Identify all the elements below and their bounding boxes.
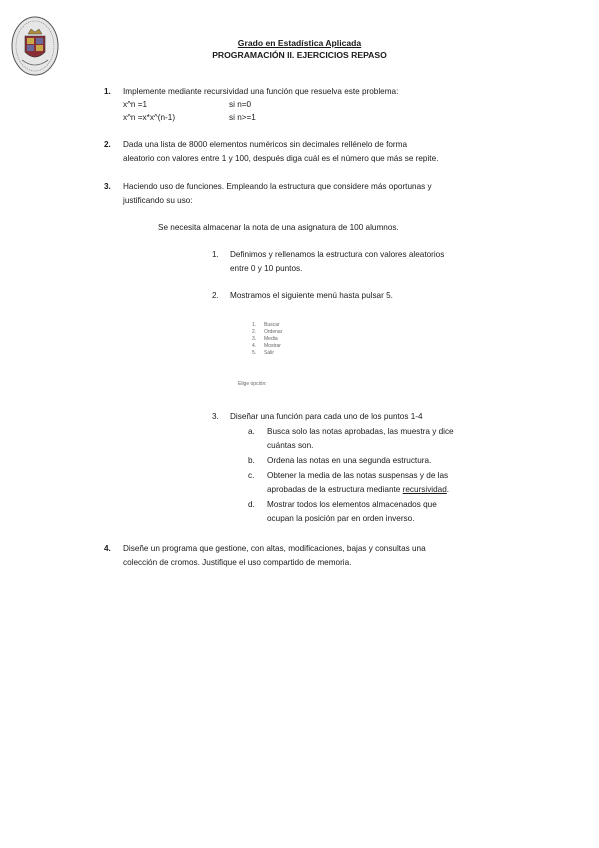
- sub-item-d-line-1: Mostrar todos los elementos almacenados que: [267, 500, 437, 509]
- menu-item: 5. Salir: [252, 350, 275, 356]
- sub-item-c-letter: c.: [248, 471, 255, 480]
- exercise-1-condition-1: si n=0: [229, 100, 252, 109]
- sub-item-d-letter: d.: [248, 500, 255, 509]
- sub-item-c-line-1: Obtener la media de las notas suspensas y de las: [267, 471, 449, 480]
- sub-item-a-line-1: Busca solo las notas aprobadas, las muestra y dice: [267, 427, 454, 436]
- sub-item-2-text: Mostramos el siguiente menú hasta pulsar 5.: [230, 291, 393, 300]
- exercise-4-line-2: colección de cromos. Justifique el uso compartido de memoria.: [123, 558, 352, 567]
- recursividad-underlined: recursividad: [402, 485, 447, 494]
- menu-item: 1. Buscar: [252, 322, 280, 328]
- exercise-4-number: 4.: [104, 544, 111, 553]
- exercise-1-text: Implemente mediante recursividad una función que resuelva este problema:: [123, 87, 399, 96]
- exercise-3-line-2: justificando su uso:: [123, 196, 193, 205]
- sub-item-1-number: 1.: [212, 250, 219, 259]
- sub-item-3-text: Diseñar una función para cada uno de los puntos 1-4: [230, 412, 423, 421]
- exercise-2-number: 2.: [104, 140, 111, 149]
- menu-item: 3. Media: [252, 336, 278, 342]
- sub-item-b-letter: b.: [248, 456, 255, 465]
- exercise-2-line-2: aleatorio con valores entre 1 y 100, después diga cuál es el número que más se repite.: [123, 154, 439, 163]
- exercise-3-line-1: Haciendo uso de funciones. Empleando la estructura que considere más oportunas y: [123, 182, 432, 191]
- sub-item-a-letter: a.: [248, 427, 255, 436]
- sub-item-c-line-2: aprobadas de la estructura mediante recursividad.: [267, 485, 450, 494]
- exercise-3-intro: Se necesita almacenar la nota de una asignatura de 100 alumnos.: [158, 223, 399, 232]
- exercise-1-number: 1.: [104, 87, 111, 96]
- menu-prompt: Elige opción:: [238, 381, 267, 387]
- menu-item: 4. Mostrar: [252, 343, 281, 349]
- sub-item-a-line-2: cuántas son.: [267, 441, 314, 450]
- sub-item-2-number: 2.: [212, 291, 219, 300]
- exercise-1-formula-2: x^n =x*x^(n-1): [123, 113, 176, 122]
- sub-item-d-line-2: ocupan la posición par en orden inverso.: [267, 514, 415, 523]
- sub-item-3-number: 3.: [212, 412, 219, 421]
- menu-item: 2. Ordenar: [252, 329, 283, 335]
- sub-item-1-line-2: entre 0 y 10 puntos.: [230, 264, 303, 273]
- menu-list: [252, 322, 282, 357]
- exercise-1-formula-1: x^n =1: [123, 100, 148, 109]
- sub-item-1-line-1: Definimos y rellenamos la estructura con valores aleatorios: [230, 250, 445, 259]
- document-subtitle: PROGRAMACIÓN II. EJERCICIOS REPASO: [212, 50, 387, 60]
- exercise-2-line-1: Dada una lista de 8000 elementos numéricos sin decimales rellénelo de forma: [123, 140, 407, 149]
- exercise-4-line-1: Diseñe un programa que gestione, con altas, modificaciones, bajas y consultas una: [123, 544, 426, 553]
- exercise-3-number: 3.: [104, 182, 111, 191]
- document-title: Grado en Estadística Aplicada: [237, 38, 362, 48]
- sub-item-b-text: Ordena las notas en una segunda estructura.: [267, 456, 432, 465]
- exercise-1-condition-2: si n>=1: [229, 113, 256, 122]
